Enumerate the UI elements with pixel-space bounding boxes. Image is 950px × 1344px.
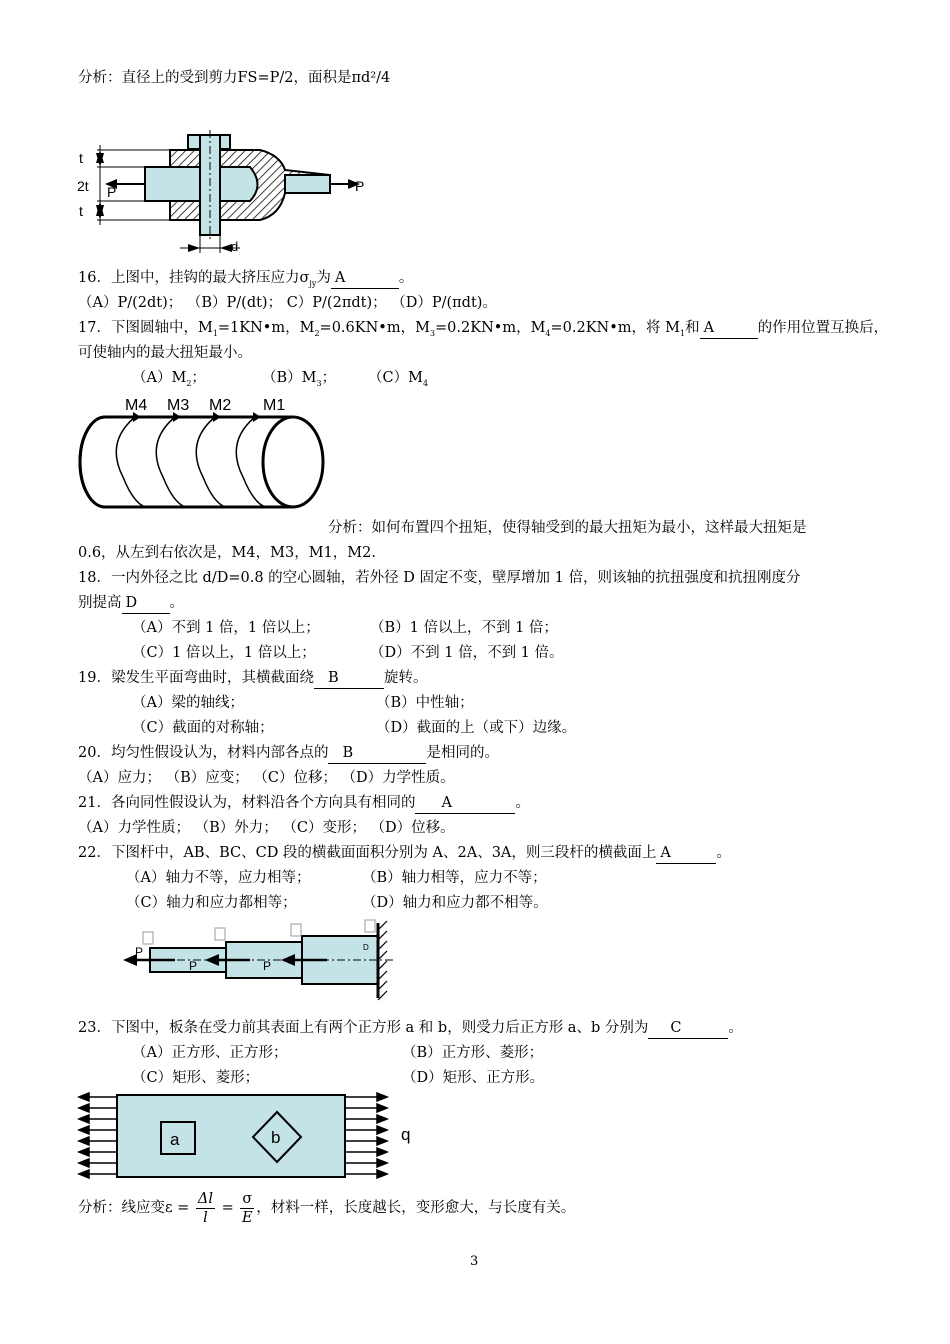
figure-stepped-bar (115, 918, 405, 1003)
figure-shaft-torques (75, 392, 335, 522)
analysis-23: 分析：线应变ε = $\frac{\Delta l}{l}$ = $\frac{\sigma}{E}$ ，材料一样，长度越长，变形愈大，与长度有关。 (78, 1190, 576, 1226)
question-18-line1: 18．一内外径之比 d/D=0.8 的空心圆轴，若外径 D 固定不变，壁厚增加 1 倍，则该轴的抗扭强度和抗扭刚度分 (78, 570, 801, 586)
question-18-line2: 别提高 D 。 (78, 593, 184, 614)
q18-option-b: （B）1 倍以上，不到 1 倍； (370, 620, 558, 636)
q19-option-c: （C）截面的对称轴； (132, 720, 274, 736)
q22-option-a: （A）轴力不等，应力相等； (126, 870, 311, 886)
label-a: a (170, 1130, 180, 1149)
label-m4: M4 (125, 397, 148, 414)
label-p-right: P (355, 178, 365, 194)
q23-option-c: （C）矩形、菱形； (132, 1070, 260, 1086)
question-16-options: （A）P/(2dt)； （B）P/(dt)； C）P/(2πdt)； （D）P/(πdt)。 (78, 295, 497, 311)
q19-option-a: （A）梁的轴线； (132, 695, 244, 711)
label-t-bottom: t (79, 203, 83, 219)
q18-option-d: （D）不到 1 倍，不到 1 倍。 (370, 645, 564, 661)
question-17-line2: 可使轴内的最大扭矩最小。 (78, 345, 252, 361)
label-2t: 2t (77, 178, 89, 194)
question-22: 22．下图杆中，AB、BC、CD 段的横截面面积分别为 A、2A、3A，则三段杆的横截面上 A 。 (78, 843, 731, 864)
q17-option-c: $(C)M_4$ (368, 370, 429, 388)
question-21: 21．各向同性假设认为，材料沿各个方向具有相同的 A 。 (78, 793, 530, 814)
analysis-top: 分析：直径上的受到剪力FS=P/2，面积是πd²/4 (78, 70, 391, 86)
q23-option-a: （A）正方形、正方形； (132, 1045, 288, 1061)
label-d: D (363, 943, 369, 952)
answer-16: A (331, 268, 399, 289)
question-23: 23．下图中，板条在受力前其表面上有两个正方形 a 和 b，则受力后正方形 a、b 分别为 C 。 (78, 1018, 743, 1039)
label-p2: P (189, 959, 198, 973)
answer-22: A (656, 843, 716, 864)
figure-hook-pin (75, 125, 375, 260)
q19-option-d: （D）截面的上（或下）边缘。 (376, 720, 577, 736)
answer-21: A (415, 793, 515, 814)
label-d: d (231, 239, 239, 254)
q18-option-a: （A）不到 1 倍，1 倍以上； (132, 620, 320, 636)
q22-option-b: （B）轴力相等，应力不等； (362, 870, 547, 886)
q17-option-a: $(A)M_2$； (132, 370, 206, 388)
q18-option-c: （C）1 倍以上，1 倍以上； (132, 645, 316, 661)
page-number: 3 (470, 1254, 479, 1269)
question-17: 17．下图圆轴中，$M_1=1KN•m$，$M_2=0.6KN•m$，$M_3=0.2KN•m$，$M_4=0.2KN•m$，将 $M_1$和 A 的作用位置互换后， (78, 320, 889, 338)
answer-19: B (314, 668, 384, 689)
label-m1: M1 (263, 397, 286, 414)
label-q: q (401, 1125, 411, 1144)
question-19: 19．梁发生平面弯曲时，其横截面绕 B 旋转。 (78, 668, 427, 689)
question-20: 20．均匀性假设认为，材料内部各点的 B 是相同的。 (78, 743, 499, 764)
figure-plate-squares (75, 1090, 425, 1185)
answer-20: B (328, 743, 426, 764)
label-m2: M2 (209, 397, 232, 414)
answer-18: D (122, 593, 170, 614)
question-21-options: （A）力学性质； （B）外力； （C）变形； （D）位移。 (78, 820, 455, 836)
q22-option-c: （C）轴力和应力都相等； (126, 895, 297, 911)
q23-option-b: （B）正方形、菱形； (402, 1045, 544, 1061)
label-t-top: t (79, 150, 83, 166)
analysis-17-line2: 0.6，从左到右依次是，M4，M3，M1，M2. (78, 545, 376, 561)
q23-option-d: （D）矩形、正方形。 (402, 1070, 545, 1086)
q22-option-d: （D）轴力和应力都不相等。 (362, 895, 548, 911)
question-20-options: （A）应力； （B）应变； （C）位移； （D）力学性质。 (78, 770, 455, 786)
answer-23: C (648, 1018, 728, 1039)
label-p1: P (135, 945, 144, 959)
q17-option-b: $(B)M_3$； (262, 370, 337, 388)
label-p3: P (263, 959, 272, 973)
label-m3: M3 (167, 397, 190, 414)
analysis-17-line1: 分析：如何布置四个扭矩，使得轴受到的最大扭矩为最小，这样最大扭矩是 (328, 520, 807, 536)
label-b: b (271, 1128, 281, 1147)
answer-17: A (700, 318, 758, 339)
question-16: 16．上图中，挂钩的最大挤压应力$\sigma_{jy}$为 A 。 (78, 270, 414, 288)
q19-option-b: （B）中性轴； (376, 695, 474, 711)
label-p-left: P (107, 184, 117, 200)
